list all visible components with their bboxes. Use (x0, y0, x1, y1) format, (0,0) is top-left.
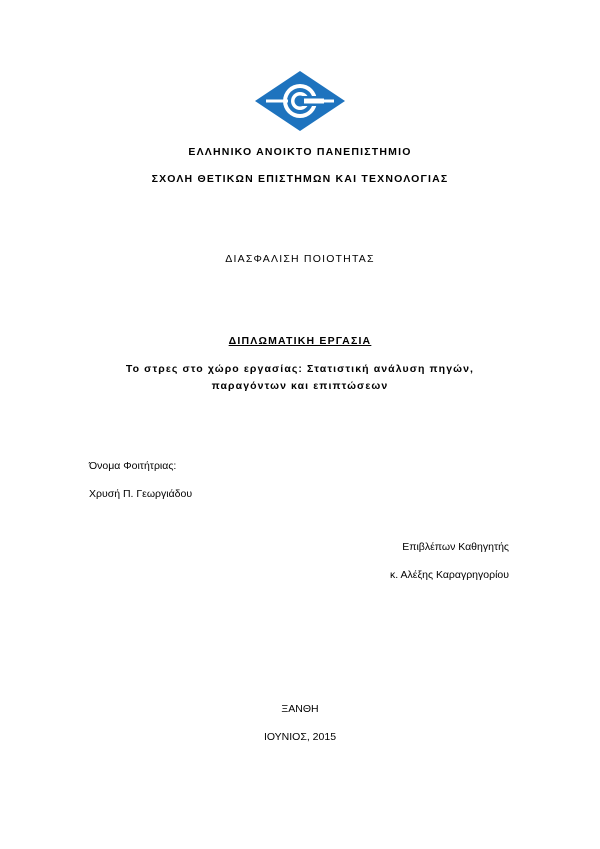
university-logo-icon (254, 70, 346, 132)
thesis-title-line-1: Το στρες στο χώρο εργασίας: Στατιστική ανάλυση πηγών, (125, 363, 475, 375)
student-label: Όνομα Φοιτήτριας: (89, 460, 177, 472)
supervisor-name: κ. Αλέξης Καραγρηγορίου (390, 569, 509, 581)
supervisor-label: Επιβλέπων Καθηγητής (402, 541, 509, 553)
thesis-title-line-2: παραγόντων και επιπτώσεων (211, 380, 389, 392)
date: ΙΟΥΝΙΟΣ, 2015 (263, 731, 337, 743)
city: ΞΑΝΘΗ (281, 703, 319, 715)
university-name: ΕΛΛΗΝΙΚΟ ΑΝΟΙΚΤΟ ΠΑΝΕΠΙΣΤΗΜΙΟ (188, 146, 412, 158)
program-name: ΔΙΑΣΦΑΛΙΣΗ ΠΟΙΟΤΗΤΑΣ (225, 253, 375, 265)
thesis-title (0, 361, 600, 395)
student-name: Χρυσή Π. Γεωργιάδου (89, 488, 193, 500)
thesis-label: ΔΙΠΛΩΜΑΤΙΚΗ ΕΡΓΑΣΙΑ (228, 335, 372, 347)
school-name: ΣΧΟΛΗ ΘΕΤΙΚΩΝ ΕΠΙΣΤΗΜΩΝ ΚΑΙ ΤΕΧΝΟΛΟΓΙΑΣ (151, 173, 449, 185)
